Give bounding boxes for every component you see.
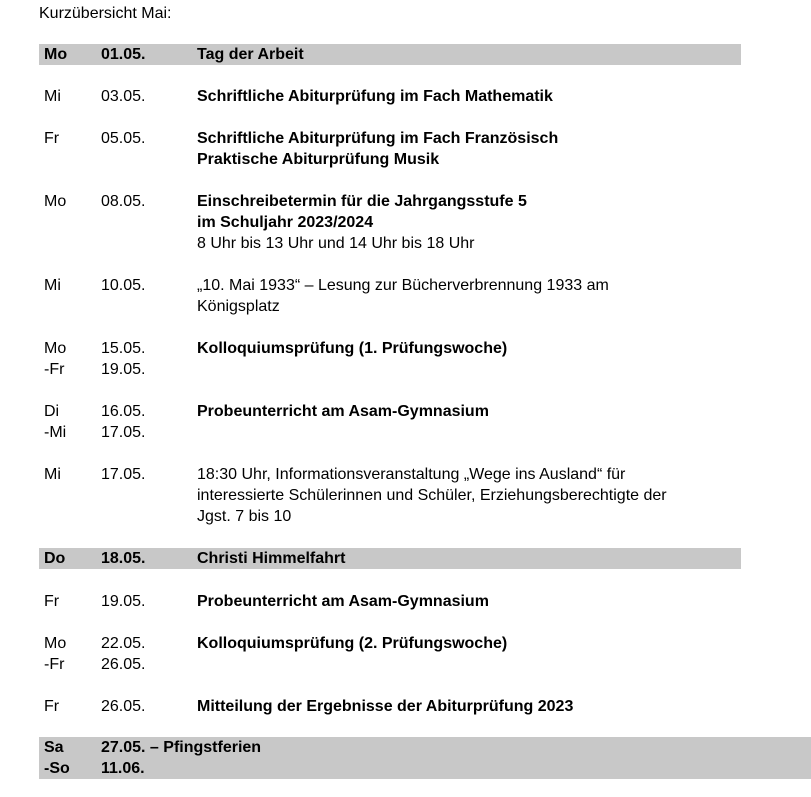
event-description-line: Jgst. 7 bis 10 [197, 508, 292, 525]
weekday-line: Fr [44, 698, 60, 715]
date-line: 03.05. [101, 88, 146, 105]
date [101, 464, 191, 485]
schedule-row [39, 86, 741, 107]
date-line: 17.05. [101, 424, 146, 441]
event-description [197, 401, 757, 422]
date [101, 44, 191, 65]
weekday-line: Mo [44, 635, 67, 652]
date-line: 22.05. [101, 635, 146, 652]
weekday-line: Mi [44, 88, 61, 105]
event-description-line: Schriftliche Abiturprüfung im Fach Französisch [197, 130, 559, 147]
event-description-line: 18:30 Uhr, Informationsveranstaltung „Wege ins Ausland“ für [197, 466, 626, 483]
page-heading: Kurzübersicht Mai: [39, 5, 172, 22]
schedule-row-highlight [39, 737, 811, 779]
weekday-line: Mi [44, 466, 61, 483]
event-description-line: 8 Uhr bis 13 Uhr und 14 Uhr bis 18 Uhr [197, 235, 475, 252]
event-description [197, 128, 757, 170]
event-description [197, 633, 757, 654]
weekday [44, 338, 99, 380]
schedule-row [39, 338, 741, 380]
schedule-row-highlight [39, 548, 741, 569]
event-description [197, 275, 757, 317]
weekday [44, 86, 99, 107]
event-description-line: Tag der Arbeit [197, 46, 304, 63]
weekday-line: Mo [44, 46, 68, 63]
date-line: 19.05. [101, 361, 146, 378]
event-description-line: Probeunterricht am Asam-Gymnasium [197, 593, 489, 610]
weekday-line: -Fr [44, 361, 65, 378]
date-line: 18.05. [101, 550, 146, 567]
weekday [44, 128, 99, 149]
weekday [44, 401, 99, 443]
event-description-line: Kolloquiumsprüfung (2. Prüfungswoche) [197, 635, 508, 652]
schedule-row [39, 696, 741, 717]
weekday [44, 191, 99, 212]
weekday [44, 696, 99, 717]
schedule-row [39, 591, 741, 612]
date-line: 15.05. [101, 340, 146, 357]
event-description-line: Praktische Abiturprüfung Musik [197, 151, 440, 168]
weekday [44, 464, 99, 485]
weekday [44, 591, 99, 612]
event-description [197, 86, 757, 107]
schedule-row [39, 464, 741, 527]
weekday-line: Fr [44, 593, 60, 610]
date-line: 16.05. [101, 403, 146, 420]
date-line: 27.05. – Pfingstferien [101, 739, 262, 756]
weekday [44, 548, 99, 569]
weekday [44, 737, 99, 779]
event-description-line: Schriftliche Abiturprüfung im Fach Mathematik [197, 88, 553, 105]
event-description [197, 548, 757, 569]
event-description [197, 464, 757, 527]
date [101, 275, 191, 296]
event-description [197, 338, 757, 359]
weekday-line: -So [44, 760, 70, 777]
date [101, 86, 191, 107]
event-description [197, 191, 757, 254]
date [101, 633, 191, 675]
date-line: 10.05. [101, 277, 146, 294]
event-description-line: „10. Mai 1933“ – Lesung zur Bücherverbrennung 1933 am [197, 277, 609, 294]
date-line: 01.05. [101, 46, 146, 63]
date [101, 128, 191, 149]
event-description-line: im Schuljahr 2023/2024 [197, 214, 374, 231]
event-description [197, 44, 757, 65]
date [101, 737, 262, 779]
weekday-line: Mo [44, 193, 67, 210]
date [101, 696, 191, 717]
schedule-row [39, 191, 741, 254]
weekday-line: Mo [44, 340, 67, 357]
schedule-row [39, 275, 741, 317]
date [101, 338, 191, 380]
event-description-line: Königsplatz [197, 298, 280, 315]
schedule-row [39, 633, 741, 675]
date-line: 11.06. [101, 760, 145, 777]
schedule-row [39, 128, 741, 170]
date-line: 17.05. [101, 466, 146, 483]
date-line: 08.05. [101, 193, 146, 210]
event-description-line: Probeunterricht am Asam-Gymnasium [197, 403, 489, 420]
date-line: 26.05. [101, 698, 146, 715]
date-line: 19.05. [101, 593, 146, 610]
event-description-line: Einschreibetermin für die Jahrgangsstufe 5 [197, 193, 527, 210]
weekday [44, 275, 99, 296]
weekday-line: -Mi [44, 424, 67, 441]
schedule-row-highlight [39, 44, 741, 65]
weekday-line: Sa [44, 739, 64, 756]
weekday [44, 633, 99, 675]
date-line: 05.05. [101, 130, 146, 147]
weekday-line: Fr [44, 130, 60, 147]
date [101, 191, 191, 212]
date [101, 591, 191, 612]
weekday-line: Di [44, 403, 60, 420]
event-description-line: interessierte Schülerinnen und Schüler, Erziehungsberechtigte der [197, 487, 667, 504]
event-description [197, 591, 757, 612]
event-description [197, 696, 757, 717]
date [101, 401, 191, 443]
weekday-line: Mi [44, 277, 61, 294]
weekday-line: Do [44, 550, 66, 567]
event-description-line: Kolloquiumsprüfung (1. Prüfungswoche) [197, 340, 508, 357]
weekday-line: -Fr [44, 656, 65, 673]
event-description-line: Mitteilung der Ergebnisse der Abiturprüfung 2023 [197, 698, 574, 715]
date [101, 548, 191, 569]
event-description-line: Christi Himmelfahrt [197, 550, 346, 567]
schedule-row [39, 401, 741, 443]
date-line: 26.05. [101, 656, 146, 673]
weekday [44, 44, 99, 65]
